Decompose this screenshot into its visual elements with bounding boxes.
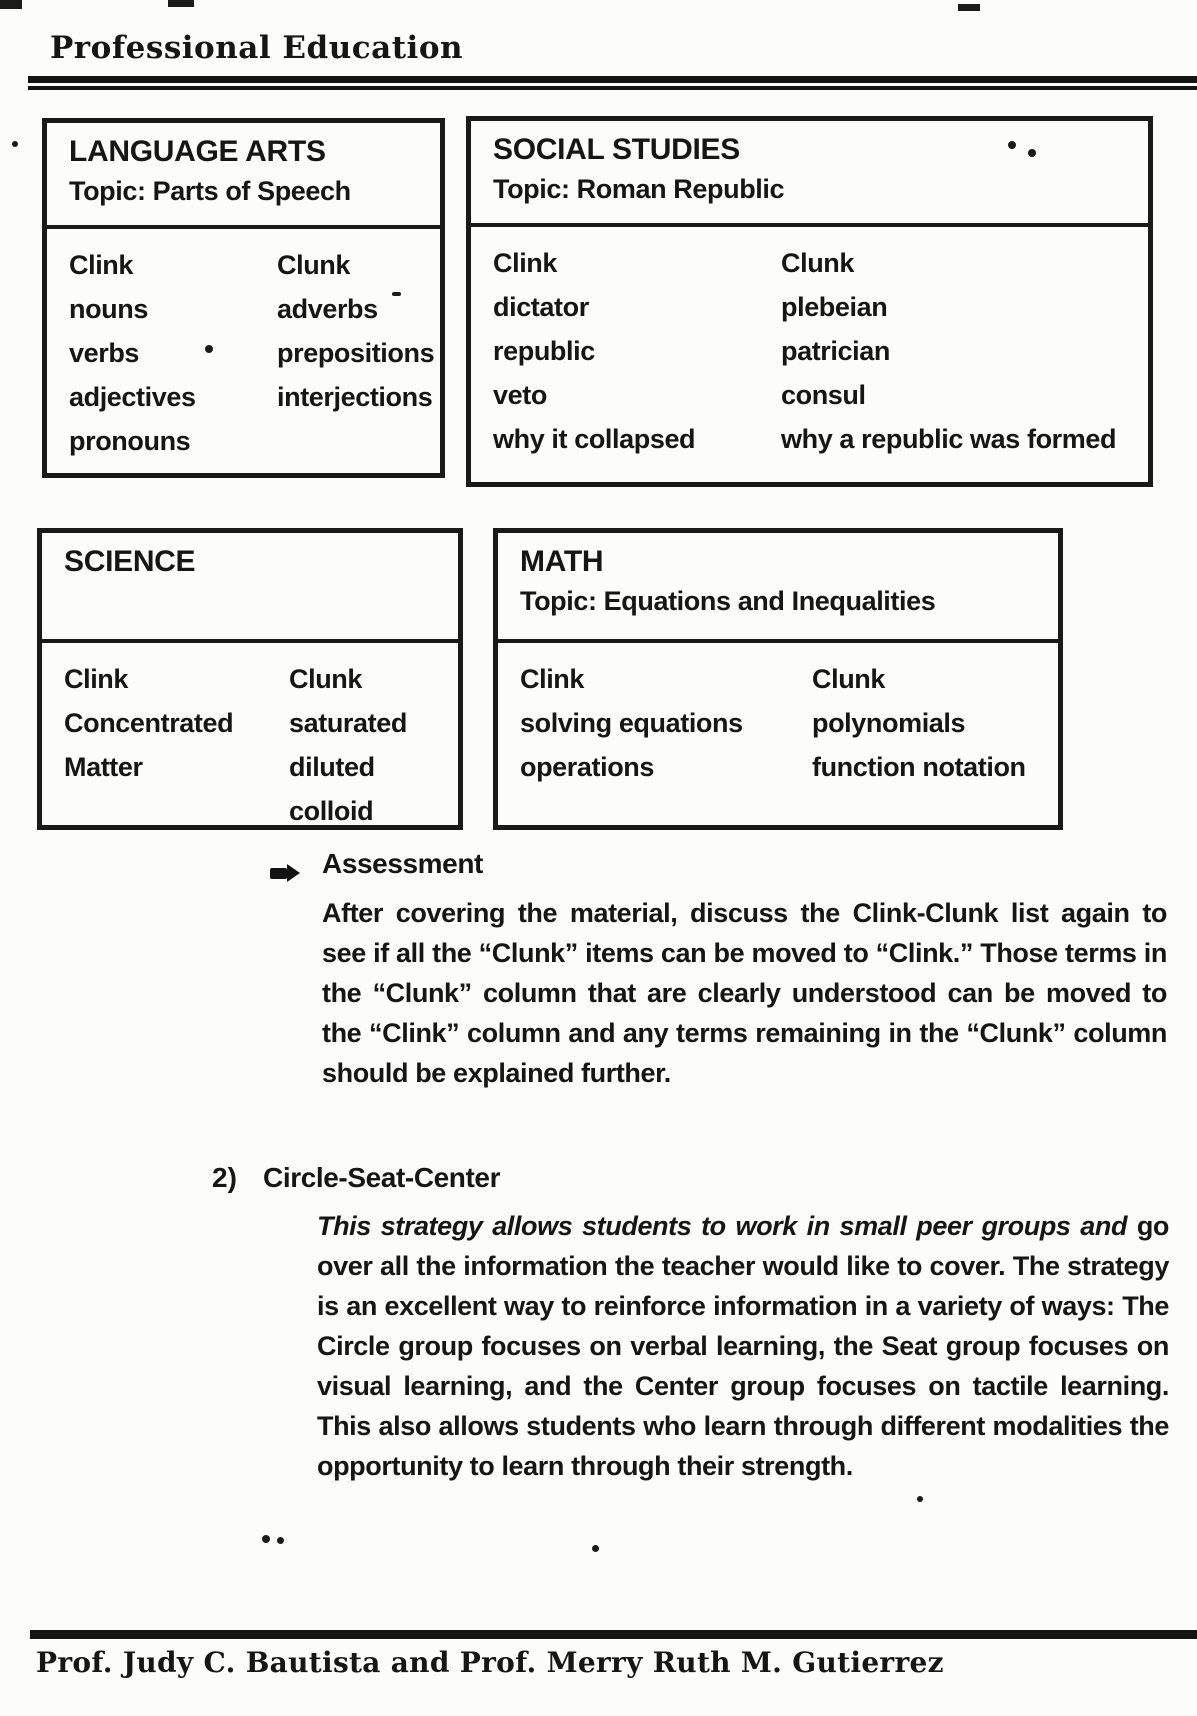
science-box	[37, 528, 463, 830]
arrow-shaft	[270, 868, 287, 879]
subject-topic: Topic: Roman Republic	[493, 174, 785, 204]
assessment-paragraph: After covering the material, discuss the Clink-Clunk list again to see if all the “Clunk” items can be moved to “Clink.” Those terms in the “Clunk” column that are clearly understood can be moved to the “Clink” column and any terms remaining in the “Clunk” column should be explained further.	[322, 898, 1167, 1088]
scan-speck	[0, 0, 22, 9]
scan-speck	[592, 1545, 599, 1552]
strategy-paragraph-italic: This strategy allows students to work in small peer groups and	[317, 1211, 1128, 1241]
clunk-item: consul	[781, 380, 866, 410]
clunk-column	[812, 657, 1048, 789]
scan-speck	[1008, 141, 1016, 149]
clink-label: Clink	[64, 664, 129, 694]
clink-item: dictator	[493, 292, 589, 322]
scan-speck	[12, 141, 18, 147]
clunk-label: Clunk	[812, 664, 886, 694]
strategy-number: 2)	[212, 1162, 237, 1193]
subject-title: SOCIAL STUDIES	[493, 133, 740, 166]
subject-title: MATH	[520, 545, 604, 578]
clunk-label: Clunk	[277, 250, 351, 280]
assessment-heading: Assessment	[322, 848, 483, 879]
scan-speck	[958, 4, 980, 11]
math-header	[498, 533, 1058, 643]
scan-speck	[205, 345, 213, 353]
subject-topic: Topic: Equations and Inequalities	[520, 586, 936, 616]
clink-column	[69, 243, 277, 463]
social-studies-box	[466, 116, 1153, 487]
clink-item: republic	[493, 336, 595, 366]
clunk-item: prepositions	[277, 338, 435, 368]
subject-topic: Topic: Parts of Speech	[69, 176, 351, 206]
clunk-column	[277, 243, 434, 463]
scan-speck	[1028, 149, 1036, 157]
clunk-item: function notation	[812, 752, 1026, 782]
clunk-column	[781, 241, 1138, 461]
clunk-item: patrician	[781, 336, 890, 366]
right-arrow-icon	[270, 864, 300, 882]
clunk-item: plebeian	[781, 292, 888, 322]
clunk-column	[289, 657, 448, 833]
clunk-item: why a republic was formed	[781, 424, 1117, 454]
clunk-label: Clunk	[781, 248, 855, 278]
footer-rule	[30, 1630, 1197, 1639]
strategy-paragraph-rest: go over all the information the teacher would like to cover. The strategy is an excellent way to reinforce information in a variety of ways: The Circle group focuses on verbal learning, the Seat group focuses on visual learning, and the Center group focuses on tactile learning. This also allows students who learn through different modalities the opportunity to learn through their strength.	[317, 1211, 1169, 1481]
subject-title: LANGUAGE ARTS	[69, 135, 326, 168]
clunk-item: saturated	[289, 708, 407, 738]
clink-item: solving equations	[520, 708, 743, 738]
clink-item: verbs	[69, 338, 140, 368]
science-header	[42, 533, 458, 643]
clink-item: pronouns	[69, 426, 191, 456]
clink-item: veto	[493, 380, 547, 410]
header-rule	[28, 76, 1197, 90]
clink-label: Clink	[520, 664, 585, 694]
clunk-item: colloid	[289, 796, 374, 826]
clunk-label: Clunk	[289, 664, 363, 694]
clink-item: adjectives	[69, 382, 196, 412]
footer-authors: Prof. Judy C. Bautista and Prof. Merry Ruth M. Gutierrez	[36, 1646, 944, 1679]
social-studies-header	[471, 121, 1148, 227]
clink-clunk-list	[42, 643, 458, 833]
clink-column	[64, 657, 289, 833]
clink-item: operations	[520, 752, 655, 782]
subject-title: SCIENCE	[64, 545, 196, 578]
scan-speck	[262, 1535, 270, 1543]
clink-item: why it collapsed	[493, 424, 696, 454]
scan-speck	[168, 0, 194, 7]
page-title: Professional Education	[50, 30, 464, 66]
language-arts-header	[47, 123, 440, 229]
clunk-item: polynomials	[812, 708, 966, 738]
clink-item: Matter	[64, 752, 143, 782]
clink-clunk-list	[47, 229, 440, 463]
clink-clunk-list	[471, 227, 1148, 461]
language-arts-box	[42, 118, 445, 478]
clink-item: nouns	[69, 294, 148, 324]
clink-item: Concentrated	[64, 708, 234, 738]
clunk-item: diluted	[289, 752, 375, 782]
clink-label: Clink	[493, 248, 558, 278]
clink-column	[520, 657, 812, 789]
clink-clunk-list	[498, 643, 1058, 789]
scan-speck	[917, 1496, 923, 1502]
clunk-item: interjections	[277, 382, 433, 412]
scan-speck	[277, 1537, 284, 1544]
scan-speck	[392, 292, 401, 296]
math-box	[493, 528, 1063, 830]
clunk-item: adverbs	[277, 294, 378, 324]
clink-column	[493, 241, 781, 461]
strategy-paragraph	[317, 1206, 1169, 1486]
strategy-heading: Circle-Seat-Center	[263, 1162, 501, 1193]
arrow-head	[287, 864, 300, 882]
clink-label: Clink	[69, 250, 134, 280]
